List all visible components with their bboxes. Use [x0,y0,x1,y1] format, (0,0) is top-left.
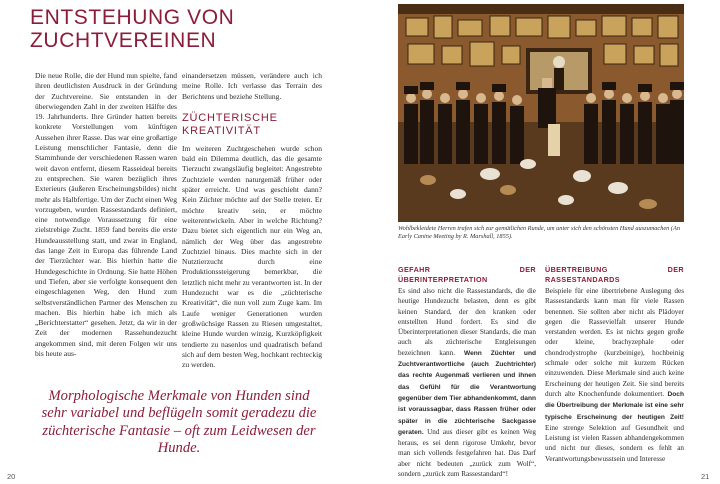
page-number-right: 21 [701,472,710,481]
section-heading-ueberinterpretation: GEFAHR DER ÜBERINTERPRETATION [398,265,536,284]
page-number-left: 20 [7,472,16,481]
body-paragraph: Die neue Rolle, die der Hund nun spielte, fand ihren deutlichsten Ausdruck in der Gründung der Zuchtvereine. Sie entstanden in der überwiegenden Zahl in der zweiten Hälfte des 19. Jahrhunderts. Ihre Gründer hatten bereits konkrete Vorstellungen vom künftigen Aussehen ihrer Rasse. Das war eine großartige Leistung menschlicher Fantasie, denn die Stammhunde der verschiedenen Rassen waren weit davon entfernt, diesem Rasseideal bereits zu entsprechen. Sie waren bezüglich ihres Exterieurs (äußeren Erscheinungsbildes) nicht mehr als Halbfertige. Um der Zucht einen Weg vorzugeben, wurden Rassestandards definiert, eine notwendige Voraussetzung für eine zielstrebige Zucht. 1859 fand bereits die erste Hundeausstellung statt, und zwar in England, das lange Zeit in Europa das führende Land der Tierzüchter war. Bis hierhin hatte die Hundegeschichte in Ordnung. Sie hatte Höhen und Tiefen, aber sie verfolgte konsequent den eingeschlagenen Weg, den Hund zum selbstverständlichen Partner des Menschen zu machen. Bis hierhin habe ich mich als „Berichterstatter“ gesehen. Jetzt, da wir in der Zeit der modernen Rassehundezucht angekommen sind, mit deren Folgen wir uns bis heute aus- [35,71,177,359]
right-column-1 [398,265,536,479]
page-title: ENTSTEHUNG VON ZUCHTVEREINEN [30,6,235,52]
body-paragraph: Es sind also nicht die Rassestandards, die die heutige Hundezucht belasten, denn es gibt keinen Standard, der den kranken oder entstellten Hund fordert. Es sind die Überinterpretationen dieser Standards, die man auch als züchterische Entgleisungen bezeichnen kann. Wenn Züchter und Zuchtverantwortliche (auch Zuchtrichter) das rechte Augenmaß verlieren und ihnen das Gefühl für die Verantwortung gegenüber dem Tier abhandenkommt, dann ist voraussagbar, dass Rassen früher oder später in die züchterische Sackgasse geraten. Und aus dieser gibt es keinen Weg heraus, es sei denn rigorose Umkehr, bevor man sich vollends festgefahren hat. Das Darf aber nicht bedeuten „zurück zum Wolf“, sondern „zurück zum Rassestandard“! [398,287,536,479]
left-column-2 [182,71,322,370]
right-column-2 [545,265,684,464]
body-paragraph: Im weiteren Zuchtgeschehen wurde schon bald ein Dilemma deutlich, das die gesamte Tierzucht zwangsläufig begleitet: Angestrebte Zuchtziele werden naturgemäß früher oder später erreicht. Und was geschieht dann? Kein Züchter möchte auf der Stelle treten. Er möchte kreativ sein, er möchte weiterentwickeln. Aber in welche Richtung? Dazu bietet sich eigentlich nur ein Weg an, nämlich der Weg über das angestrebte Zuchtziel hinaus. Dies machte sich in der Nutztierzucht durch eine Produktionssteigerung bemerkbar, die letztlich nicht mehr zu verantworten ist. In der Hundezucht war es die „züchterische Kreativität“, die nun voll zum Zuge kam. Im Laufe weniger Generationen wurden großwüchsige Rassen zu Riesen umgestaltet, kleine Hunde wurden winzig, Kurzköpfigkeit tendierte zu nasenlos und quadratisch befand sich auf dem besten Weg, hochkant rechteckig zu werden. [182,143,322,370]
painting-canine-meeting [398,4,684,222]
body-paragraph: einandersetzen müssen, verändere auch ich meine Rolle. Ich verlasse das Terrain des Berichtens und beziehe Stellung. [182,71,322,101]
body-paragraph: Beispiele für eine übertriebene Auslegung des Rassestandards kann man für viele Rassen benennen. Sie sollten aber nicht als Plädoyer gegen die Rassevielfalt unserer Hunde verstanden werden. Es ist nichts gegen große oder kleine, brachyzephale oder chondrodystrophe (kurzbeinige), hochbeinig schmale oder solche mit kurzem Rücken einzuwenden. Diese Merkmale sind auch keine Erscheinung der heutigen Zeit. Sie sind bereits durch alte Knochenfunde dokumentiert. Doch die Übertreibung der Merkmale ist eine sehr typische Erscheinung der heutigen Zeit! Eine strenge Selektion auf Gesundheit und Leistung ist vielen Rassen abhandengekommen und nicht nur dieses, sondern es fehlt an Verantwortungsbewusstsein und Interesse [545,287,684,463]
image-caption: Wohlbekleidete Herren trafen sich zur gemütlichen Runde, um unter sich den schönsten Hund auszumachen (An Early Canine Meeting by R. Marshall, 1855). [398,225,680,241]
section-heading-kreativitaet: ZÜCHTERISCHE KREATIVITÄT [182,111,278,137]
pull-quote: Morphologische Merkmale von Hunden sind sehr variabel und beflügeln somit geradezu die züchterische Fantasie – oft zum Leidwesen der Hunde. [41,388,317,457]
section-heading-uebertreibung: ÜBERTREIBUNG DER RASSESTANDARDS [545,265,684,284]
left-column-1 [35,71,177,359]
